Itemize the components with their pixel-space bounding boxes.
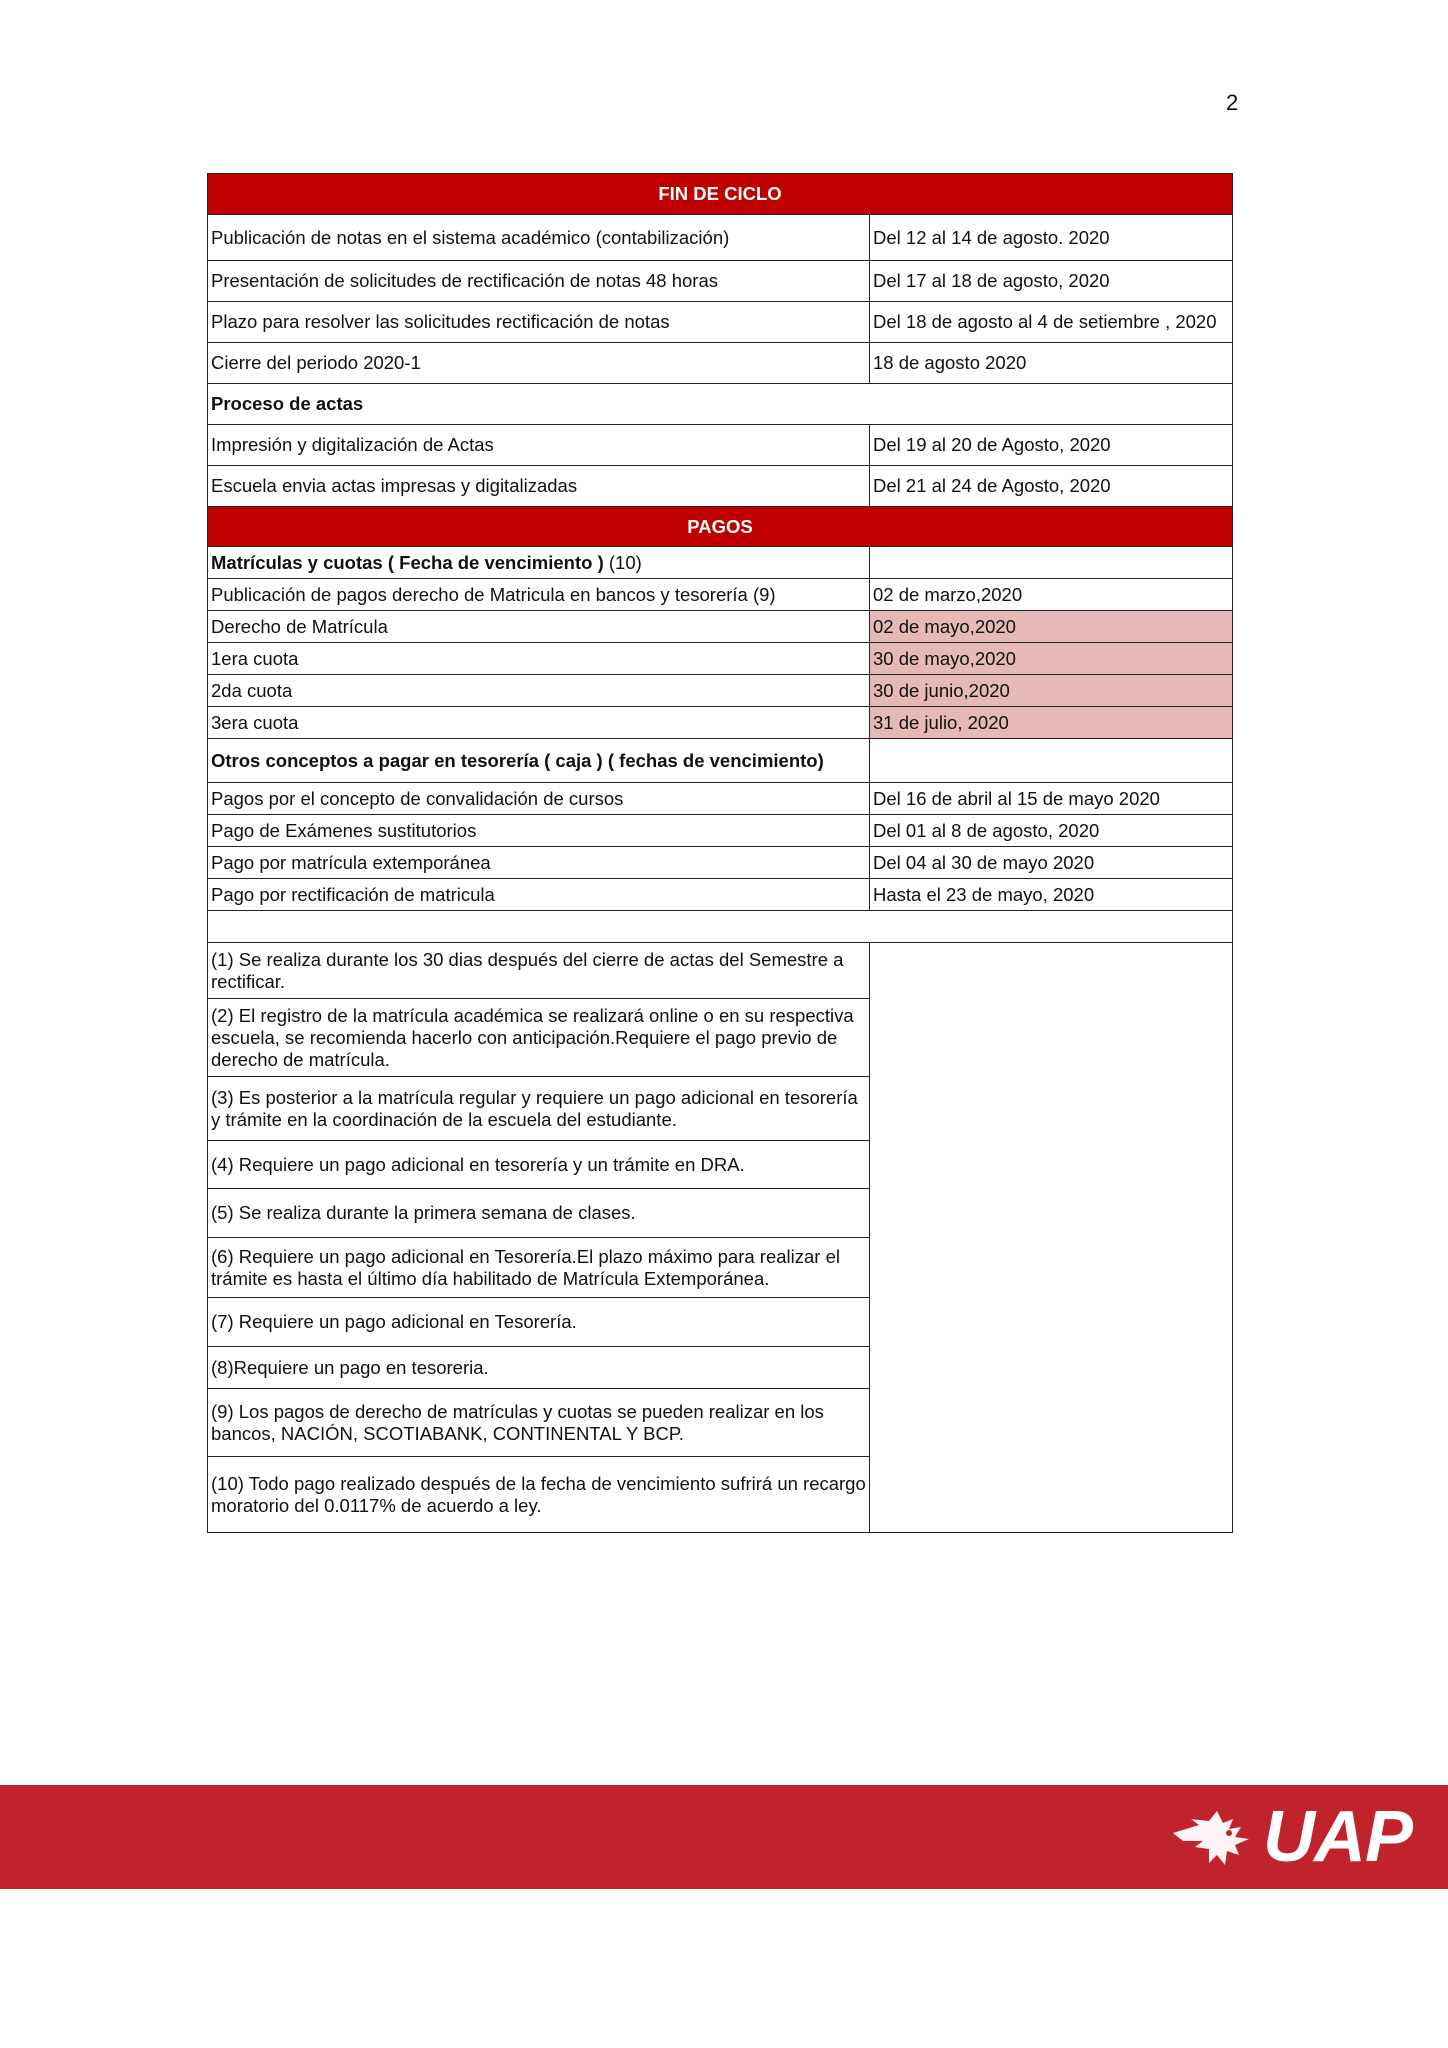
table-row [208, 579, 1233, 611]
footnote: (4) Requiere un pago adicional en tesorería y un trámite en DRA. [208, 1141, 870, 1189]
table-row [208, 611, 1233, 643]
row-label: 3era cuota [208, 707, 870, 739]
row-label: Impresión y digitalización de Actas [208, 425, 870, 466]
table-row [208, 847, 1233, 879]
footnote: (9) Los pagos de derecho de matrículas y cuotas se pueden realizar en los bancos, NACIÓN, SCOTIABANK, CONTINENTAL Y BCP. [208, 1389, 870, 1457]
footnote: (2) El registro de la matrícula académica se realizará online o en su respectiva escuela, se recomienda hacerlo con anticipación.Requiere el pago previo de derecho de matrícula. [208, 999, 870, 1077]
subsection-row [208, 547, 1233, 579]
footnote: (1) Se realiza durante los 30 dias después del cierre de actas del Semestre a rectificar. [208, 943, 870, 999]
row-label: Cierre del periodo 2020-1 [208, 343, 870, 384]
row-label: Publicación de notas en el sistema académico (contabilización) [208, 215, 870, 261]
section-header-row [208, 174, 1233, 215]
row-date: Del 04 al 30 de mayo 2020 [870, 847, 1233, 879]
pagos-header: PAGOS [208, 507, 1233, 547]
row-date: Del 21 al 24 de Agosto, 2020 [870, 466, 1233, 507]
row-label: Pago de Exámenes sustitutorios [208, 815, 870, 847]
page-number: 2 [1226, 90, 1239, 115]
uap-logo [1169, 1797, 1412, 1877]
matriculas-heading-cell [208, 547, 870, 579]
footnote: (10) Todo pago realizado después de la fecha de vencimiento sufrirá un recargo moratorio del 0.0117% de acuerdo a ley. [208, 1457, 870, 1533]
otros-heading: Otros conceptos a pagar en tesorería ( caja ) ( fechas de vencimiento) [208, 739, 870, 783]
row-date: Del 17 al 18 de agosto, 2020 [870, 261, 1233, 302]
table-row [208, 643, 1233, 675]
notes-side-cell [870, 943, 1233, 1533]
footnote: (5) Se realiza durante la primera semana de clases. [208, 1189, 870, 1238]
empty-cell [208, 911, 1233, 943]
table-row [208, 302, 1233, 343]
table-row [208, 675, 1233, 707]
table-row [208, 879, 1233, 911]
row-label: Plazo para resolver las solicitudes rectificación de notas [208, 302, 870, 343]
row-label: Pago por rectificación de matricula [208, 879, 870, 911]
actas-heading: Proceso de actas [208, 384, 1233, 425]
row-date-highlighted: 31 de julio, 2020 [870, 707, 1233, 739]
table-row [208, 783, 1233, 815]
row-label: 2da cuota [208, 675, 870, 707]
matriculas-ref: (10) [603, 551, 642, 573]
empty-cell [870, 739, 1233, 783]
footnote: (3) Es posterior a la matrícula regular y requiere un pago adicional en tesorería y trámite en la coordinación de la escuela del estudiante. [208, 1077, 870, 1141]
row-date: 18 de agosto 2020 [870, 343, 1233, 384]
table-row [208, 343, 1233, 384]
row-date: Del 16 de abril al 15 de mayo 2020 [870, 783, 1233, 815]
spacer-row [208, 911, 1233, 943]
row-date-highlighted: 30 de junio,2020 [870, 675, 1233, 707]
row-date: Del 12 al 14 de agosto. 2020 [870, 215, 1233, 261]
row-label: Derecho de Matrícula [208, 611, 870, 643]
subsection-row [208, 384, 1233, 425]
section-header-row [208, 507, 1233, 547]
footnote: (6) Requiere un pago adicional en Tesorería.El plazo máximo para realizar el trámite es hasta el último día habilitado de Matrícula Extemporánea. [208, 1238, 870, 1298]
footnote: (8)Requiere un pago en tesoreria. [208, 1347, 870, 1389]
table-row [208, 466, 1233, 507]
row-date: Del 01 al 8 de agosto, 2020 [870, 815, 1233, 847]
academic-calendar-table [207, 173, 1233, 1533]
row-label: Pago por matrícula extemporánea [208, 847, 870, 879]
table-row [208, 707, 1233, 739]
table-row [208, 425, 1233, 466]
pegasus-logo-icon [1169, 1803, 1259, 1871]
fin-de-ciclo-header: FIN DE CICLO [208, 174, 1233, 215]
row-date: Hasta el 23 de mayo, 2020 [870, 879, 1233, 911]
logo-text: UAP [1262, 1797, 1412, 1877]
note-row [208, 943, 1233, 999]
empty-cell [870, 547, 1233, 579]
row-date: Del 18 de agosto al 4 de setiembre , 2020 [870, 302, 1233, 343]
table-row [208, 815, 1233, 847]
row-date: 02 de marzo,2020 [870, 579, 1233, 611]
footnote: (7) Requiere un pago adicional en Tesorería. [208, 1298, 870, 1347]
row-date-highlighted: 30 de mayo,2020 [870, 643, 1233, 675]
row-label: Escuela envia actas impresas y digitalizadas [208, 466, 870, 507]
footer-band [0, 1785, 1448, 1889]
matriculas-heading: Matrículas y cuotas ( Fecha de vencimiento ) [211, 551, 604, 573]
row-date-highlighted: 02 de mayo,2020 [870, 611, 1233, 643]
table-row [208, 215, 1233, 261]
row-label: Publicación de pagos derecho de Matricula en bancos y tesorería (9) [208, 579, 870, 611]
row-label: 1era cuota [208, 643, 870, 675]
row-label: Pagos por el concepto de convalidación de cursos [208, 783, 870, 815]
subsection-row [208, 739, 1233, 783]
row-date: Del 19 al 20 de Agosto, 2020 [870, 425, 1233, 466]
row-label: Presentación de solicitudes de rectificación de notas 48 horas [208, 261, 870, 302]
table-row [208, 261, 1233, 302]
